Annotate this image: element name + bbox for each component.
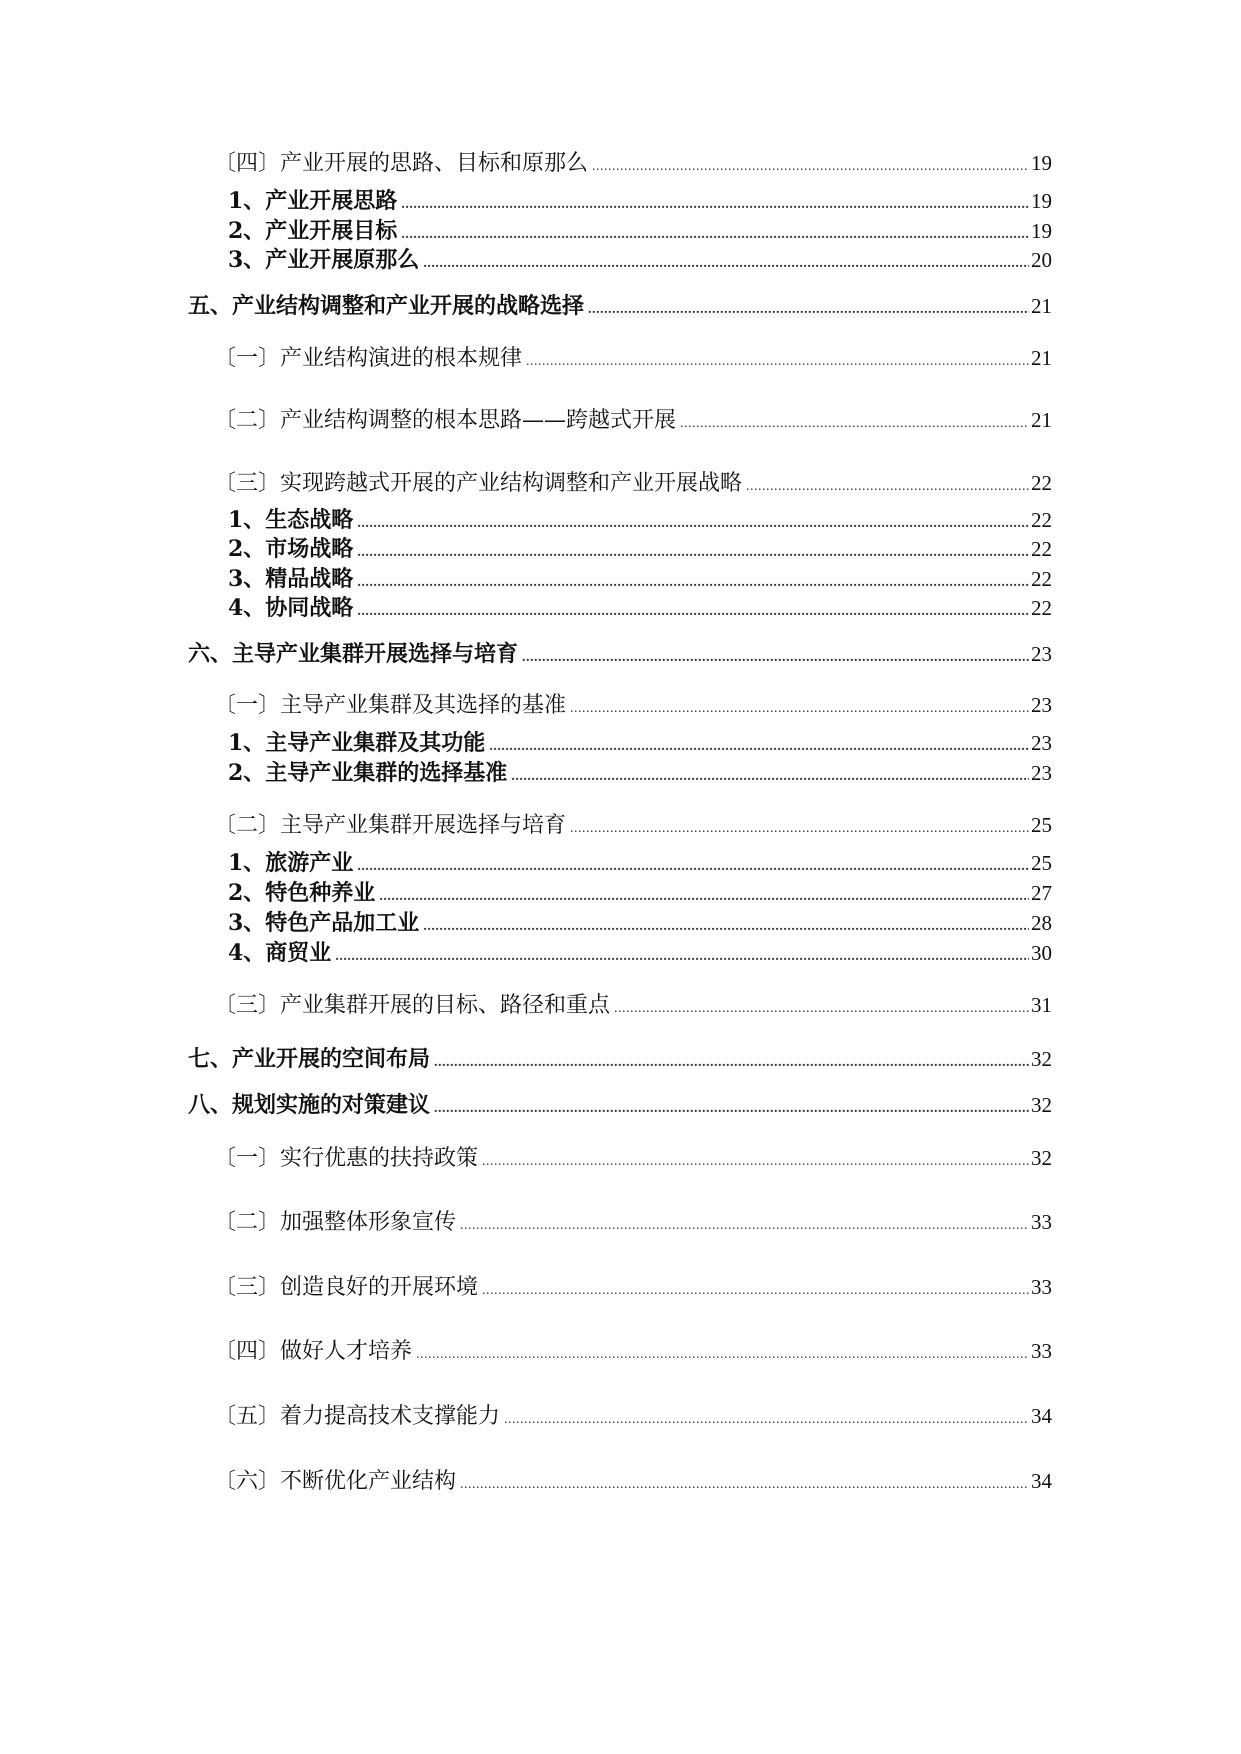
toc-entry-label: 4、协同战略 <box>228 595 354 621</box>
dot-leader <box>460 1477 1029 1493</box>
toc-chapter-entry[interactable] <box>188 1088 1052 1119</box>
toc-chapter-entry[interactable] <box>188 1042 1052 1073</box>
dot-leader <box>357 575 1029 591</box>
toc-page-number: 25 <box>1031 851 1052 875</box>
toc-subsection-entry[interactable] <box>228 243 1052 274</box>
toc-page-number: 32 <box>1031 1093 1052 1117</box>
dot-leader <box>357 545 1029 561</box>
toc-entry-label: 〔二〕主导产业集群开展选择与培育 <box>214 813 567 838</box>
toc-section-entry[interactable] <box>214 1205 1052 1236</box>
dot-leader <box>423 919 1029 935</box>
toc-page-number: 20 <box>1031 248 1052 272</box>
dot-leader <box>357 516 1029 532</box>
toc-entry-label: 〔三〕实现跨越式开展的产业结构调整和产业开展战略 <box>214 471 743 496</box>
toc-page-number: 19 <box>1031 219 1052 243</box>
toc-entry-label: 1、旅游产业 <box>228 850 354 876</box>
toc-subsection-entry[interactable] <box>228 936 1052 967</box>
toc-section-entry[interactable] <box>214 1399 1052 1430</box>
toc-entry-label: 〔二〕加强整体形象宣传 <box>214 1210 457 1235</box>
toc-entry-label: 2、市场战略 <box>228 536 354 562</box>
toc-page-number: 33 <box>1031 1339 1052 1363</box>
dot-leader <box>401 197 1029 213</box>
toc-page-number: 19 <box>1031 189 1052 213</box>
toc-entry-label: 〔六〕不断优化产业结构 <box>214 1469 457 1494</box>
toc-entry-label: 2、特色种养业 <box>228 880 376 906</box>
toc-entry-label: 1、生态战略 <box>228 507 354 533</box>
toc-entry-label: 〔三〕创造良好的开展环境 <box>214 1275 479 1300</box>
toc-page-number: 21 <box>1031 294 1052 318</box>
toc-entry-label: 4、商贸业 <box>228 940 332 966</box>
dot-leader <box>357 859 1029 875</box>
toc-subsection-entry[interactable] <box>228 756 1052 787</box>
toc-page-number: 19 <box>1031 151 1052 175</box>
toc-page-number: 23 <box>1031 761 1052 785</box>
dot-leader <box>570 701 1029 717</box>
toc-chapter-entry[interactable] <box>188 289 1052 320</box>
toc-section-entry[interactable] <box>214 1270 1052 1301</box>
toc-page-number: 27 <box>1031 881 1052 905</box>
toc-entry-label: 〔一〕主导产业集群及其选择的基准 <box>214 693 567 718</box>
toc-page-number: 23 <box>1031 731 1052 755</box>
toc-section-entry[interactable] <box>214 1141 1052 1172</box>
toc-page-number: 22 <box>1031 537 1052 561</box>
toc-subsection-entry[interactable] <box>228 214 1052 245</box>
toc-page-number: 31 <box>1031 993 1052 1017</box>
toc-entry-label: 〔一〕实行优惠的扶持政策 <box>214 1146 479 1171</box>
toc-section-entry[interactable] <box>214 1334 1052 1365</box>
dot-leader <box>489 739 1029 755</box>
toc-page-number: 32 <box>1031 1047 1052 1071</box>
toc-subsection-entry[interactable] <box>228 876 1052 907</box>
toc-entry-label: 六、主导产业集群开展选择与培育 <box>188 641 519 667</box>
dot-leader <box>335 949 1029 965</box>
toc-page-number: 21 <box>1031 408 1052 432</box>
dot-leader <box>482 1154 1029 1170</box>
toc-entry-label: 八、规划实施的对策建议 <box>188 1092 431 1118</box>
dot-leader <box>526 354 1029 370</box>
toc-page-number: 25 <box>1031 813 1052 837</box>
toc-section-entry[interactable] <box>214 341 1052 372</box>
toc-page-number: 21 <box>1031 346 1052 370</box>
toc-entry-label: 七、产业开展的空间布局 <box>188 1046 431 1072</box>
toc-section-entry[interactable] <box>214 403 1052 434</box>
toc-page-number: 34 <box>1031 1404 1052 1428</box>
toc-page-number: 22 <box>1031 508 1052 532</box>
toc-subsection-entry[interactable] <box>228 503 1052 534</box>
toc-section-entry[interactable] <box>214 146 1052 177</box>
toc-entry-label: 2、产业开展目标 <box>228 218 398 244</box>
toc-page-number: 32 <box>1031 1146 1052 1170</box>
toc-entry-label: 〔四〕做好人才培养 <box>214 1339 413 1364</box>
toc-entry-label: 〔五〕着力提高技术支撑能力 <box>214 1404 501 1429</box>
toc-entry-label: 五、产业结构调整和产业开展的战略选择 <box>188 293 585 319</box>
toc-entry-label: 3、特色产品加工业 <box>228 910 420 936</box>
dot-leader <box>434 1055 1029 1071</box>
toc-subsection-entry[interactable] <box>228 846 1052 877</box>
dot-leader <box>614 1001 1029 1017</box>
toc-subsection-entry[interactable] <box>228 562 1052 593</box>
dot-leader <box>504 1412 1029 1428</box>
dot-leader <box>357 604 1029 620</box>
toc-section-entry[interactable] <box>214 688 1052 719</box>
dot-leader <box>416 1347 1029 1363</box>
toc-page-number: 22 <box>1031 596 1052 620</box>
dot-leader <box>746 479 1029 495</box>
toc-section-entry[interactable] <box>214 1464 1052 1495</box>
dot-leader <box>680 416 1029 432</box>
dot-leader <box>592 159 1029 175</box>
toc-page-number: 22 <box>1031 471 1052 495</box>
toc-subsection-entry[interactable] <box>228 906 1052 937</box>
toc-entry-label: 3、精品战略 <box>228 566 354 592</box>
toc-entry-label: 1、主导产业集群及其功能 <box>228 730 486 756</box>
toc-entry-label: 〔二〕产业结构调整的根本思路——跨越式开展 <box>214 408 677 433</box>
dot-leader <box>522 650 1029 666</box>
dot-leader <box>588 302 1029 318</box>
toc-entry-label: 3、产业开展原那么 <box>228 247 420 273</box>
toc-page-number: 30 <box>1031 941 1052 965</box>
toc-entry-label: 2、主导产业集群的选择基准 <box>228 760 508 786</box>
toc-entry-label: 〔一〕产业结构演进的根本规律 <box>214 346 523 371</box>
dot-leader <box>511 769 1029 785</box>
toc-page-number: 23 <box>1031 642 1052 666</box>
toc-subsection-entry[interactable] <box>228 591 1052 622</box>
dot-leader <box>460 1218 1029 1234</box>
toc-page-number: 22 <box>1031 567 1052 591</box>
toc-subsection-entry[interactable] <box>228 184 1052 215</box>
dot-leader <box>434 1101 1029 1117</box>
dot-leader <box>401 227 1029 243</box>
toc-page-number: 28 <box>1031 911 1052 935</box>
toc-entry-label: 〔四〕产业开展的思路、目标和原那么 <box>214 151 589 176</box>
dot-leader <box>482 1283 1029 1299</box>
toc-entry-label: 〔三〕产业集群开展的目标、路径和重点 <box>214 993 611 1018</box>
toc-section-entry[interactable] <box>214 466 1052 497</box>
dot-leader <box>423 256 1029 272</box>
toc-chapter-entry[interactable] <box>188 637 1052 668</box>
dot-leader <box>570 821 1029 837</box>
toc-page-number: 33 <box>1031 1210 1052 1234</box>
toc-page-number: 23 <box>1031 693 1052 717</box>
toc-entry-label: 1、产业开展思路 <box>228 188 398 214</box>
toc-page-number: 34 <box>1031 1469 1052 1493</box>
toc-page-number: 33 <box>1031 1275 1052 1299</box>
dot-leader <box>379 889 1029 905</box>
toc-subsection-entry[interactable] <box>228 532 1052 563</box>
toc-section-entry[interactable] <box>214 988 1052 1019</box>
toc-section-entry[interactable] <box>214 808 1052 839</box>
toc-subsection-entry[interactable] <box>228 726 1052 757</box>
